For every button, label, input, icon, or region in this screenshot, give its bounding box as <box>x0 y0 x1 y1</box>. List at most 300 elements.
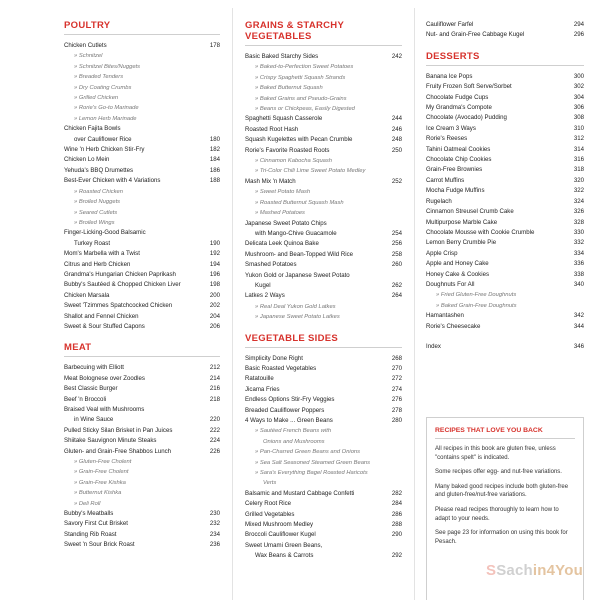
page-number: 178 <box>209 42 220 49</box>
page-number: 270 <box>391 364 402 372</box>
page-number: 244 <box>391 115 402 123</box>
entry-title: Gluten- and Grain-Free Shabbos Lunch <box>64 447 172 455</box>
page-number: 282 <box>391 489 402 497</box>
toc-entry <box>426 145 584 155</box>
page-number: 186 <box>209 166 220 174</box>
entry-title: Smashed Potatoes <box>245 261 297 269</box>
entry-title: Tahini Oatmeal Cookies <box>426 145 491 153</box>
toc-column-3 <box>426 20 584 352</box>
toc-entry <box>245 239 402 249</box>
entry-title: » Broiled Nuggets <box>74 199 121 206</box>
toc-subentry <box>64 72 220 82</box>
entry-title: » Schnitzel <box>74 53 103 60</box>
page-number: 278 <box>391 406 402 414</box>
entry-title: Citrus and Herb Chicken <box>64 260 131 268</box>
toc-entry <box>245 416 402 426</box>
toc-entry <box>426 270 584 280</box>
entry-title: » Sea Salt Seasoned Steamed Green Beans <box>255 459 371 466</box>
entry-title: » Fried Gluten-Free Doughnuts <box>436 292 517 299</box>
page-number: 198 <box>209 281 220 289</box>
entry-title: » Cinnamon Kabocha Squash <box>255 158 333 165</box>
toc-subentry <box>245 312 402 322</box>
toc-entry <box>426 165 584 175</box>
info-paragraph: Some recipes offer egg- and nut-free variations. <box>435 469 562 476</box>
entry-title: Beef 'n Broccoli <box>64 395 107 403</box>
toc-entry <box>426 82 584 92</box>
page-number: 274 <box>391 385 402 393</box>
toc-entry <box>64 415 220 425</box>
page-number: 264 <box>391 292 402 300</box>
page-number: 190 <box>209 239 220 247</box>
entry-title: Delicata Leek Quinoa Bake <box>245 240 319 248</box>
entry-title: Yukon Gold or Japanese Sweet Potato <box>245 271 350 279</box>
toc-entry <box>426 228 584 238</box>
toc-entry <box>64 322 220 332</box>
page-number: 322 <box>573 187 584 195</box>
page-number: 200 <box>209 291 220 299</box>
toc-entry <box>426 207 584 217</box>
entry-title: Grandma's Hungarian Chicken Paprikash <box>64 270 176 278</box>
page-number: 302 <box>573 83 584 91</box>
toc-entry <box>245 354 402 364</box>
toc-subentry <box>245 426 402 436</box>
entry-title: Kugel <box>255 281 271 289</box>
entry-title: » Japanese Sweet Potato Latkes <box>255 314 340 321</box>
page-number: 292 <box>391 552 402 560</box>
entry-title: Hamantashen <box>426 312 464 320</box>
toc-entry <box>245 510 402 520</box>
toc-subentry <box>64 208 220 218</box>
toc-entry <box>245 260 402 270</box>
page-number: 338 <box>573 270 584 278</box>
page-number: 344 <box>573 322 584 330</box>
toc-subentry <box>245 166 402 176</box>
entry-title: » Baked-to-Perfection Sweet Potatoes <box>255 64 354 71</box>
info-paragraph: Many baked good recipes include both gluten-free and gluten-free/nut-free variations. <box>435 483 569 499</box>
page-number: 218 <box>209 395 220 403</box>
toc-subentry <box>245 62 402 72</box>
toc-entry <box>64 249 220 259</box>
entry-title: Bubby's Meatballs <box>64 510 114 518</box>
entry-title: Latkes 2 Ways <box>245 292 285 300</box>
page-number: 212 <box>209 364 220 372</box>
page-number: 280 <box>391 417 402 424</box>
toc-subentry <box>245 83 402 93</box>
page-number: 310 <box>573 124 584 132</box>
toc-subentry <box>64 478 220 488</box>
entry-title: My Grandma's Compote <box>426 104 492 112</box>
page-number: 314 <box>573 145 584 153</box>
entry-title: Apple Crisp <box>426 249 458 257</box>
toc-subentry <box>245 478 402 488</box>
entry-title: Verts <box>263 480 277 487</box>
toc-entry <box>426 176 584 186</box>
entry-title: Rorie's Cheesecake <box>426 322 481 330</box>
page-number: 236 <box>209 541 220 549</box>
entry-title: Banana Ice Pops <box>426 72 473 80</box>
section-heading: VEGETABLE SIDES <box>245 333 402 348</box>
page-number: 242 <box>391 53 402 60</box>
toc-entry <box>64 447 220 457</box>
page-number: 290 <box>391 531 402 539</box>
page-number: 258 <box>391 250 402 258</box>
entry-title: Meat Bolognese over Zoodles <box>64 374 145 382</box>
entry-title: Spaghetti Squash Casserole <box>245 115 323 123</box>
toc-entry <box>64 239 220 249</box>
entry-title: » Gluten-Free Cholent <box>74 459 132 466</box>
page-number: 196 <box>209 270 220 278</box>
entry-title: Wax Beans & Carrots <box>255 552 314 560</box>
toc-entry <box>64 166 220 176</box>
entry-title: » Grilled Chicken <box>74 95 119 102</box>
page-number: 216 <box>209 385 220 393</box>
toc-entry <box>245 135 402 145</box>
section-heading: GRAINS & STARCHY <box>245 20 345 31</box>
toc-entry <box>64 540 220 550</box>
entry-title: Carrot Muffins <box>426 176 465 184</box>
entry-title: Mixed Mushroom Medley <box>245 521 314 529</box>
entry-title: Chocolate (Avocado) Pudding <box>426 114 507 122</box>
toc-subentry <box>64 51 220 61</box>
entry-title: Fruity Frozen Soft Serve/Sorbet <box>426 83 512 91</box>
toc-entry <box>245 406 402 416</box>
entry-title: Nut- and Grain-Free Cabbage Kugel <box>426 31 525 39</box>
entry-title: Savory First Cut Brisket <box>64 520 128 528</box>
page-number: 288 <box>391 521 402 529</box>
entry-title: » Rorie's Go-to Marinade <box>74 105 139 112</box>
page-number: 328 <box>573 218 584 226</box>
entry-title: Standing Rib Roast <box>64 530 117 538</box>
entry-title: Mushroom- and Bean-Topped Wild Rice <box>245 250 354 258</box>
page-number: 336 <box>573 260 584 268</box>
entry-title: » Baked Grains and Pseudo-Grains <box>255 95 347 102</box>
entry-title: over Cauliflower Rice <box>74 135 132 143</box>
toc-entry <box>245 125 402 135</box>
page-number: 296 <box>573 31 584 39</box>
toc-subentry <box>245 208 402 218</box>
entry-title: Apple and Honey Cake <box>426 260 489 268</box>
toc-entry <box>64 312 220 322</box>
page-number: 226 <box>209 447 220 455</box>
watermark-text-a: S <box>486 562 497 579</box>
page-number: 324 <box>573 197 584 205</box>
toc-entry <box>64 135 220 145</box>
toc-entry <box>245 219 402 229</box>
toc-entry <box>426 259 584 269</box>
toc-subentry <box>64 457 220 467</box>
section-heading: DESSERTS <box>426 51 584 66</box>
toc-entry <box>64 176 220 186</box>
toc-subentry <box>245 73 402 83</box>
entry-title: Cauliflower Farfel <box>426 21 474 28</box>
entry-title: Sweet 'n Sour Brick Roast <box>64 541 135 549</box>
entry-title: Chicken Fajita Bowls <box>64 125 121 133</box>
toc-entry <box>64 363 220 373</box>
toc-subentry <box>64 218 220 228</box>
entry-title: » Broiled Wings <box>74 219 115 226</box>
toc-entry <box>426 197 584 207</box>
toc-entry <box>64 291 220 301</box>
entry-title: Multipurpose Marble Cake <box>426 218 498 226</box>
entry-title: in Wine Sauce <box>74 416 114 424</box>
info-paragraph: See page 23 for information on using this book for Pesach. <box>435 530 568 545</box>
watermark-logo <box>486 562 583 579</box>
page-number: 340 <box>573 280 584 288</box>
entry-title: Mom's Marbella with a Twist <box>64 250 140 258</box>
entry-title: » Breaded Tenders <box>74 74 124 81</box>
toc-entry <box>245 395 402 405</box>
entry-title: Rorie's Reeses <box>426 135 468 143</box>
section-heading: VEGETABLES <box>245 31 402 46</box>
entry-title: Chicken Marsala <box>64 291 110 299</box>
page-number: 346 <box>573 342 584 350</box>
toc-entry <box>245 499 402 509</box>
entry-title: Shallot and Fennel Chicken <box>64 312 139 320</box>
entry-title: » Lemon Herb Marinade <box>74 115 137 122</box>
entry-title: Best-Ever Chicken with 4 Variations <box>64 177 161 185</box>
toc-entry <box>426 155 584 165</box>
entry-title: Chocolate Mousse with Cookie Crumble <box>426 228 535 236</box>
entry-title: Braised Veal with Mushrooms <box>64 406 145 413</box>
page-number: 256 <box>391 240 402 248</box>
entry-title: 4 Ways to Make ... Green Beans <box>245 417 333 424</box>
entry-title: » Crispy Spaghetti Squash Strands <box>255 74 346 81</box>
toc-entry <box>64 41 220 51</box>
toc-entry <box>64 436 220 446</box>
toc-entry <box>64 426 220 436</box>
entry-title: » Roasted Butternut Squash Mash <box>255 199 344 206</box>
entry-title: Simplicity Done Right <box>245 354 303 362</box>
entry-title: » Sara's Everything Bagel Roasted Haricots <box>255 470 368 477</box>
page-number: 230 <box>209 510 220 518</box>
toc-subentry <box>245 468 402 478</box>
entry-title: Cinnamon Streusel Crumb Cake <box>426 208 514 216</box>
toc-entry <box>426 20 584 30</box>
info-paragraph: All recipes in this book are gluten free, unless "contains spelt" is indicated. <box>435 446 556 461</box>
entry-title: Celery Root Rice <box>245 500 292 508</box>
toc-entry <box>64 260 220 270</box>
info-box-title: RECIPES THAT LOVE YOU BACK <box>435 427 575 439</box>
page-number: 332 <box>573 239 584 247</box>
page-number: 318 <box>573 166 584 174</box>
toc-entry <box>245 489 402 499</box>
page-number: 306 <box>573 104 584 112</box>
entry-title: Balsamic and Mustard Cabbage Confetti <box>245 489 355 497</box>
entry-title: » Mashed Potatoes <box>255 210 305 217</box>
page-number: 206 <box>209 322 220 330</box>
toc-entry <box>426 342 584 352</box>
page-number: 320 <box>573 176 584 184</box>
page-number: 276 <box>391 396 402 404</box>
page-number: 286 <box>391 510 402 518</box>
entry-title: Grain-Free Brownies <box>426 166 483 174</box>
page-number: 316 <box>573 156 584 164</box>
toc-subentry <box>64 197 220 207</box>
toc-entry <box>64 228 220 238</box>
entry-title: Squash Kugelettes with Pecan Crumble <box>245 136 353 144</box>
toc-subentry <box>245 94 402 104</box>
column-divider-1 <box>232 8 233 600</box>
page-number: 246 <box>391 125 402 133</box>
spacer <box>426 332 584 342</box>
entry-title: with Mango-Chive Guacamole <box>255 229 337 237</box>
toc-column-1 <box>64 20 220 551</box>
page-number: 330 <box>573 228 584 236</box>
page-number: 250 <box>391 146 402 154</box>
page-number: 194 <box>209 260 220 268</box>
page-number: 300 <box>573 72 584 80</box>
toc-subentry <box>245 104 402 114</box>
toc-entry <box>245 364 402 374</box>
entry-title: Japanese Sweet Potato Chips <box>245 219 327 227</box>
entry-title: Chocolate Fudge Cups <box>426 93 489 101</box>
entry-title: Pulled Sticky Silan Brisket in Pan Juices <box>64 426 173 434</box>
toc-entry <box>64 145 220 155</box>
entry-title: Breaded Cauliflower Poppers <box>245 406 325 414</box>
entry-title: » Sweet Potato Mash <box>255 189 311 196</box>
entry-title: » Grain-Free Kishka <box>74 479 126 486</box>
toc-entry <box>426 238 584 248</box>
entry-title: Index <box>426 342 441 350</box>
page-number: 272 <box>391 375 402 383</box>
page-number: 334 <box>573 249 584 257</box>
page-number: 308 <box>573 114 584 122</box>
toc-column-2 <box>245 20 402 562</box>
page-number: 254 <box>391 229 402 237</box>
entry-title: » Roasted Chicken <box>74 188 123 195</box>
page-number: 326 <box>573 208 584 216</box>
toc-entry <box>245 52 402 62</box>
entry-title: » Tri-Color Chili Lime Sweet Potato Medley <box>255 168 366 175</box>
toc-entry <box>426 134 584 144</box>
entry-title: Basic Roasted Vegetables <box>245 364 317 372</box>
toc-subentry <box>64 467 220 477</box>
info-paragraph: Please read recipes thoroughly to learn how to adapt to your needs. <box>435 506 559 522</box>
toc-entry <box>64 509 220 519</box>
toc-subentry <box>245 302 402 312</box>
page-number: 222 <box>209 426 220 434</box>
toc-subentry <box>64 187 220 197</box>
toc-entry <box>426 218 584 228</box>
toc-entry <box>426 280 584 290</box>
entry-title: » Grain-Free Cholent <box>74 469 129 476</box>
toc-entry <box>426 186 584 196</box>
page-number: 262 <box>391 281 402 289</box>
toc-entry <box>245 520 402 530</box>
entry-title: Chocolate Chip Cookies <box>426 156 492 164</box>
toc-entry <box>426 249 584 259</box>
toc-entry <box>245 177 402 187</box>
page-number: 260 <box>391 261 402 269</box>
toc-subentry <box>426 301 584 311</box>
entry-title: Endless Options Stir-Fry Veggies <box>245 396 335 404</box>
entry-title: » Butternut Kishka <box>74 490 122 497</box>
entry-title: » Deli Roll <box>74 500 101 507</box>
entry-title: Rugelach <box>426 197 452 205</box>
toc-entry <box>64 374 220 384</box>
toc-entry <box>245 385 402 395</box>
toc-entry <box>426 322 584 332</box>
toc-entry <box>426 124 584 134</box>
entry-title: » Baked Butternut Squash <box>255 85 323 92</box>
entry-title: Wine 'n Herb Chicken Stir-Fry <box>64 146 145 154</box>
toc-entry <box>426 93 584 103</box>
toc-subentry <box>64 114 220 124</box>
entry-title: Ratatouille <box>245 375 274 383</box>
entry-title: Ice Cream 3 Ways <box>426 124 476 132</box>
page-number: 284 <box>391 500 402 508</box>
watermark-text-b: Sach <box>496 562 533 579</box>
page-number: 248 <box>391 136 402 144</box>
page-number: 184 <box>209 156 220 164</box>
toc-entry <box>64 124 220 134</box>
toc-entry <box>426 72 584 82</box>
toc-entry <box>64 301 220 311</box>
toc-subentry <box>245 156 402 166</box>
entry-title: Grilled Vegetables <box>245 510 295 518</box>
entry-title: Bubby's Sautéed & Chopped Chicken Liver <box>64 281 181 289</box>
entry-title: Chicken Cutlets <box>64 42 107 49</box>
entry-title: » Schnitzel Bites/Nuggets <box>74 63 141 70</box>
entry-title: Barbecuing with Elliott <box>64 364 124 372</box>
toc-entry <box>245 291 402 301</box>
entry-title: Broccoli Cauliflower Kugel <box>245 531 316 539</box>
entry-title: » Seared Cutlets <box>74 209 118 216</box>
toc-subentry <box>64 103 220 113</box>
toc-entry <box>426 30 584 40</box>
page-number: 220 <box>209 416 220 424</box>
page-number: 188 <box>209 177 220 185</box>
toc-entry <box>245 551 402 561</box>
page-number: 252 <box>391 177 402 185</box>
toc-subentry <box>245 458 402 468</box>
entry-title: » Sautéed French Beans with <box>255 428 332 435</box>
toc-entry <box>64 519 220 529</box>
section-heading: POULTRY <box>64 20 220 35</box>
entry-title: Sweet & Sour Stuffed Capons <box>64 322 145 330</box>
entry-title: Sweet Umami Green Beans, <box>245 541 323 549</box>
toc-subentry <box>426 290 584 300</box>
entry-title: » Beans or Chickpeas, Easily Digested <box>255 106 355 113</box>
page-number: 234 <box>209 530 220 538</box>
toc-entry <box>64 405 220 415</box>
entry-title: Yehuda's BBQ Drumettes <box>64 166 134 174</box>
entry-title: Doughnuts For All <box>426 280 475 288</box>
entry-title: Honey Cake & Cookies <box>426 270 489 278</box>
page-number: 268 <box>391 354 402 362</box>
toc-subentry <box>245 187 402 197</box>
entry-title: Mash Mix 'n Match <box>245 177 296 185</box>
entry-title: Basic Baked Starchy Sides <box>245 53 319 60</box>
toc-subentry <box>245 198 402 208</box>
page-number: 342 <box>573 312 584 320</box>
toc-entry <box>426 103 584 113</box>
entry-title: Sweet 'Tzimmes Spatchcocked Chicken <box>64 302 173 310</box>
page-number: 202 <box>209 302 220 310</box>
toc-entry <box>426 311 584 321</box>
toc-entry <box>245 229 402 239</box>
section-heading: MEAT <box>64 342 220 357</box>
toc-entry <box>245 281 402 291</box>
entry-title: Jicama Fries <box>245 385 280 393</box>
toc-entry <box>64 530 220 540</box>
toc-entry <box>245 541 402 551</box>
toc-entry <box>64 270 220 280</box>
entry-title: » Dry Coating Crumbs <box>74 84 132 91</box>
entry-title: Onions and Mushrooms <box>263 438 325 445</box>
column-divider-2 <box>414 8 415 600</box>
entry-title: Roasted Root Hash <box>245 125 299 133</box>
